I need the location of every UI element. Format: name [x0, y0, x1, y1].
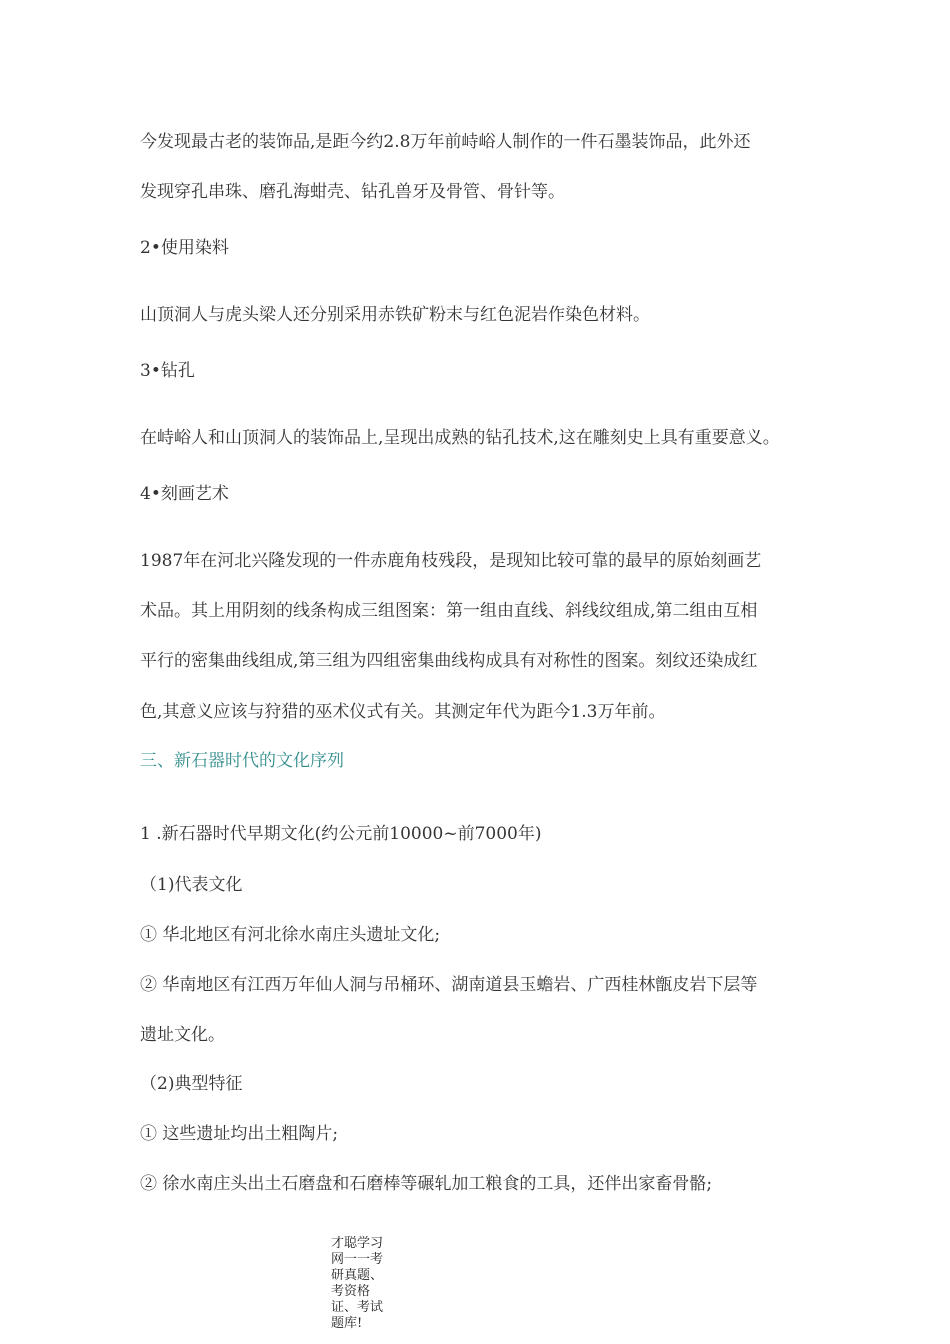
list-heading-features: （2)典型特征: [140, 1074, 243, 1094]
subheading-engraving-art: 4•刻画艺术: [140, 484, 229, 504]
list-item: ① 华北地区有河北徐水南庄头遗址文化;: [140, 925, 441, 945]
list-item-continuation: 遗址文化。: [140, 1025, 225, 1045]
section-heading: 三、新石器时代的文化序列: [140, 751, 344, 771]
list-item: ② 华南地区有江西万年仙人洞与吊桶环、湖南道县玉蟾岩、广西桂林甑皮岩下层等: [140, 975, 758, 995]
subheading-dyes: 2•使用染料: [140, 238, 229, 258]
paragraph-line: 1987年在河北兴隆发现的一件赤鹿角枝残段，是现知比较可靠的最早的原始刻画艺: [140, 551, 762, 571]
list-item: ① 这些遗址均出土粗陶片;: [140, 1124, 339, 1144]
footer-watermark-text: 才聪学习网一一考研真题、考资格证、考试题库!: [331, 1236, 384, 1331]
paragraph-line: 今发现最古老的装饰品,是距今约2.8万年前峙峪人制作的一件石墨装饰品，此外还: [140, 132, 751, 152]
subheading-drilling: 3•钻孔: [140, 361, 195, 381]
paragraph-line: 发现穿孔串珠、磨孔海蚶壳、钻孔兽牙及骨管、骨针等。: [140, 182, 565, 202]
paragraph-line: 山顶洞人与虎头梁人还分别采用赤铁矿粉末与红色泥岩作染色材料。: [140, 305, 650, 325]
list-heading-representative: （1)代表文化: [140, 875, 243, 895]
list-item: ② 徐水南庄头出土石磨盘和石磨棒等碾轧加工粮食的工具，还伴出家畜骨骼;: [140, 1174, 713, 1194]
subsection-heading: 1 .新石器时代早期文化(约公元前10000~前7000年): [140, 824, 542, 844]
paragraph-line: 在峙峪人和山顶洞人的装饰品上,呈现出成熟的钻孔技术,这在雕刻史上具有重要意义。: [140, 428, 780, 448]
paragraph-line: 平行的密集曲线组成,第三组为四组密集曲线构成具有对称性的图案。刻纹还染成红: [140, 651, 758, 671]
paragraph-line: 术品。其上用阴刻的线条构成三组图案：第一组由直线、斜线纹组成,第二组由互相: [140, 601, 758, 621]
paragraph-line: 色,其意义应该与狩猎的巫术仪式有关。其测定年代为距今1.3万年前。: [140, 702, 666, 722]
